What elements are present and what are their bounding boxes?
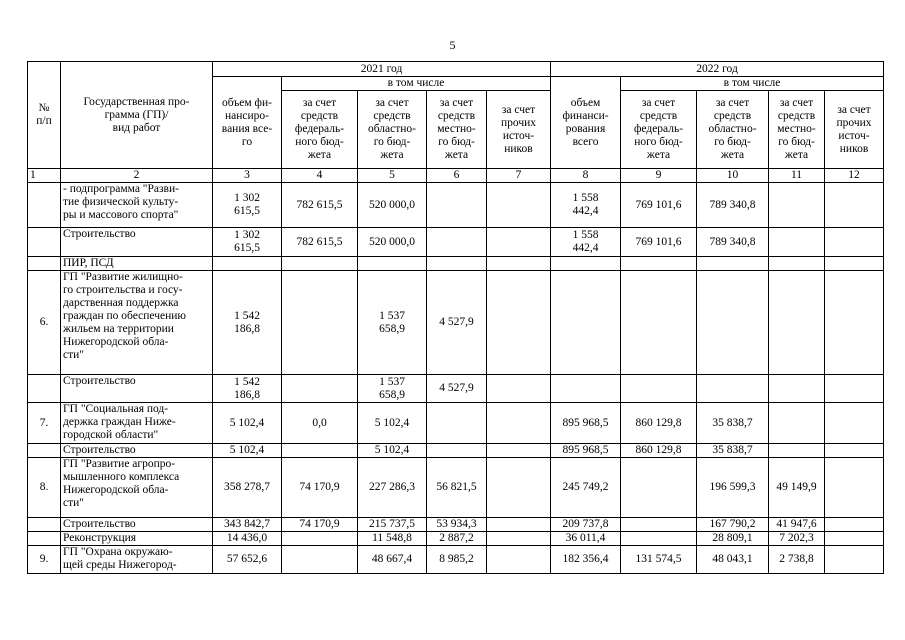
table-row — [28, 532, 884, 546]
local-2022 — [769, 375, 825, 403]
total-2022: 36 011,4 — [551, 532, 621, 546]
federal-2021: 782 615,5 — [282, 183, 358, 228]
header-year-2021: 2021 год — [213, 62, 551, 77]
table-row — [28, 228, 884, 257]
table-row — [28, 271, 884, 375]
other-2021 — [487, 546, 551, 574]
header-federal-2021: за счет средств федераль- ного бюд- жета — [282, 91, 358, 169]
other-2021 — [487, 532, 551, 546]
program-name: ПИР, ПСД — [61, 257, 213, 271]
row-number — [28, 444, 61, 458]
federal-2022: 769 101,6 — [621, 228, 697, 257]
program-name: Строительство — [61, 444, 213, 458]
other-2022 — [825, 228, 884, 257]
regional-2022: 789 340,8 — [697, 228, 769, 257]
row-number — [28, 518, 61, 532]
row-number: 8. — [28, 458, 61, 518]
other-2022 — [825, 546, 884, 574]
total-2021: 1 542 186,8 — [213, 271, 282, 375]
local-2021: 8 985,2 — [427, 546, 487, 574]
local-2021: 2 887,2 — [427, 532, 487, 546]
local-2022 — [769, 444, 825, 458]
program-name: Реконструкция — [61, 532, 213, 546]
other-2021 — [487, 228, 551, 257]
program-name: Строительство — [61, 228, 213, 257]
column-number: 11 — [769, 169, 825, 183]
total-2021: 343 842,7 — [213, 518, 282, 532]
total-2022: 895 968,5 — [551, 444, 621, 458]
header-total-2021: объем фи- нансиро- вания все- го — [213, 77, 282, 169]
column-number: 7 — [487, 169, 551, 183]
regional-2021: 48 667,4 — [358, 546, 427, 574]
column-number: 10 — [697, 169, 769, 183]
other-2021 — [487, 403, 551, 444]
total-2021: 1 302 615,5 — [213, 228, 282, 257]
federal-2022 — [621, 458, 697, 518]
table-row — [28, 375, 884, 403]
regional-2022: 35 838,7 — [697, 403, 769, 444]
other-2022 — [825, 444, 884, 458]
program-name: Строительство — [61, 518, 213, 532]
federal-2022: 860 129,8 — [621, 444, 697, 458]
local-2022: 49 149,9 — [769, 458, 825, 518]
regional-2022: 28 809,1 — [697, 532, 769, 546]
header-row-years — [28, 62, 884, 77]
other-2021 — [487, 458, 551, 518]
total-2021: 5 102,4 — [213, 403, 282, 444]
table-row — [28, 183, 884, 228]
regional-2021: 5 102,4 — [358, 403, 427, 444]
regional-2022 — [697, 375, 769, 403]
program-name: - подпрограмма "Разви- тие физической культу- ры и массового спорта" — [61, 183, 213, 228]
regional-2022: 789 340,8 — [697, 183, 769, 228]
total-2022 — [551, 271, 621, 375]
column-number: 2 — [61, 169, 213, 183]
local-2022 — [769, 257, 825, 271]
local-2021 — [427, 403, 487, 444]
total-2021: 5 102,4 — [213, 444, 282, 458]
total-2021: 1 302 615,5 — [213, 183, 282, 228]
header-regional-2021: за счет средств областно- го бюд- жета — [358, 91, 427, 169]
header-local-2021: за счет средств местно- го бюд- жета — [427, 91, 487, 169]
regional-2021: 215 737,5 — [358, 518, 427, 532]
other-2021 — [487, 271, 551, 375]
header-including-2022: в том числе — [621, 77, 884, 91]
federal-2022: 769 101,6 — [621, 183, 697, 228]
local-2021: 4 527,9 — [427, 271, 487, 375]
total-2021: 57 652,6 — [213, 546, 282, 574]
federal-2021 — [282, 444, 358, 458]
row-number: 7. — [28, 403, 61, 444]
federal-2022 — [621, 518, 697, 532]
total-2021: 358 278,7 — [213, 458, 282, 518]
other-2022 — [825, 458, 884, 518]
other-2021 — [487, 375, 551, 403]
local-2021: 53 934,3 — [427, 518, 487, 532]
header-year-2022: 2022 год — [551, 62, 884, 77]
local-2022: 41 947,6 — [769, 518, 825, 532]
other-2022 — [825, 257, 884, 271]
regional-2021: 520 000,0 — [358, 228, 427, 257]
other-2021 — [487, 518, 551, 532]
local-2021 — [427, 257, 487, 271]
column-number: 12 — [825, 169, 884, 183]
header-federal-2022: за счет средств федераль- ного бюд- жета — [621, 91, 697, 169]
table-row — [28, 458, 884, 518]
other-2022 — [825, 518, 884, 532]
federal-2021 — [282, 257, 358, 271]
header-regional-2022: за счет средств областно- го бюд- жета — [697, 91, 769, 169]
regional-2021: 1 537 658,9 — [358, 271, 427, 375]
column-number: 4 — [282, 169, 358, 183]
total-2022 — [551, 257, 621, 271]
total-2022: 182 356,4 — [551, 546, 621, 574]
local-2021 — [427, 444, 487, 458]
federal-2021 — [282, 546, 358, 574]
total-2022: 209 737,8 — [551, 518, 621, 532]
row-number — [28, 257, 61, 271]
total-2022: 895 968,5 — [551, 403, 621, 444]
federal-2021: 74 170,9 — [282, 458, 358, 518]
row-number: 9. — [28, 546, 61, 574]
column-number: 6 — [427, 169, 487, 183]
local-2022 — [769, 271, 825, 375]
row-number — [28, 183, 61, 228]
federal-2021: 74 170,9 — [282, 518, 358, 532]
header-program: Государственная про- грамма (ГП)/ вид работ — [61, 62, 213, 169]
column-number: 9 — [621, 169, 697, 183]
regional-2021: 520 000,0 — [358, 183, 427, 228]
federal-2022 — [621, 375, 697, 403]
federal-2022 — [621, 271, 697, 375]
regional-2022: 167 790,2 — [697, 518, 769, 532]
header-other-2021: за счет прочих источ- ников — [487, 91, 551, 169]
other-2022 — [825, 375, 884, 403]
total-2021: 14 436,0 — [213, 532, 282, 546]
header-total-2022: объем финанси- рования всего — [551, 77, 621, 169]
local-2022 — [769, 403, 825, 444]
table-row — [28, 518, 884, 532]
other-2022 — [825, 532, 884, 546]
federal-2021 — [282, 271, 358, 375]
regional-2022 — [697, 257, 769, 271]
total-2021: 1 542 186,8 — [213, 375, 282, 403]
federal-2021: 0,0 — [282, 403, 358, 444]
local-2021 — [427, 183, 487, 228]
local-2022 — [769, 228, 825, 257]
header-including-2021: в том числе — [282, 77, 551, 91]
other-2021 — [487, 183, 551, 228]
local-2022 — [769, 183, 825, 228]
header-number: № п/п — [28, 62, 61, 169]
regional-2021: 227 286,3 — [358, 458, 427, 518]
federal-2022 — [621, 257, 697, 271]
row-number: 6. — [28, 271, 61, 375]
other-2021 — [487, 444, 551, 458]
regional-2022 — [697, 271, 769, 375]
other-2022 — [825, 271, 884, 375]
table-row — [28, 403, 884, 444]
local-2021: 4 527,9 — [427, 375, 487, 403]
federal-2022: 131 574,5 — [621, 546, 697, 574]
federal-2022: 860 129,8 — [621, 403, 697, 444]
local-2021 — [427, 228, 487, 257]
regional-2021: 1 537 658,9 — [358, 375, 427, 403]
other-2022 — [825, 183, 884, 228]
row-number — [28, 228, 61, 257]
column-number: 5 — [358, 169, 427, 183]
program-name: Строительство — [61, 375, 213, 403]
federal-2022 — [621, 532, 697, 546]
column-number: 8 — [551, 169, 621, 183]
regional-2021: 11 548,8 — [358, 532, 427, 546]
row-number — [28, 375, 61, 403]
federal-2021 — [282, 532, 358, 546]
federal-2021: 782 615,5 — [282, 228, 358, 257]
row-number — [28, 532, 61, 546]
total-2022: 1 558 442,4 — [551, 228, 621, 257]
total-2022 — [551, 375, 621, 403]
column-number-row — [28, 169, 884, 183]
regional-2022: 35 838,7 — [697, 444, 769, 458]
header-other-2022: за счет прочих источ- ников — [825, 91, 884, 169]
page-number: 5 — [449, 38, 456, 52]
local-2022: 2 738,8 — [769, 546, 825, 574]
table-row — [28, 444, 884, 458]
program-name: ГП "Развитие агропро- мышленного комплекса Нижегородской обла- сти" — [61, 458, 213, 518]
program-name: ГП "Социальная под- держка граждан Ниже- городской области" — [61, 403, 213, 444]
table-row — [28, 546, 884, 574]
regional-2021 — [358, 257, 427, 271]
regional-2021: 5 102,4 — [358, 444, 427, 458]
other-2021 — [487, 257, 551, 271]
local-2022: 7 202,3 — [769, 532, 825, 546]
table-row — [28, 257, 884, 271]
federal-2021 — [282, 375, 358, 403]
regional-2022: 48 043,1 — [697, 546, 769, 574]
total-2021 — [213, 257, 282, 271]
program-name: ГП "Развитие жилищно- го строительства и госу- дарственная поддержка граждан по обеспечению жильем на территории Нижегородской обла- сти" — [61, 271, 213, 375]
total-2022: 1 558 442,4 — [551, 183, 621, 228]
local-2021: 56 821,5 — [427, 458, 487, 518]
other-2022 — [825, 403, 884, 444]
column-number: 3 — [213, 169, 282, 183]
program-name: ГП "Охрана окружаю- щей среды Нижегород- — [61, 546, 213, 574]
financing-table — [27, 61, 884, 574]
column-number: 1 — [28, 169, 61, 183]
header-local-2022: за счет средств местно- го бюд- жета — [769, 91, 825, 169]
total-2022: 245 749,2 — [551, 458, 621, 518]
regional-2022: 196 599,3 — [697, 458, 769, 518]
